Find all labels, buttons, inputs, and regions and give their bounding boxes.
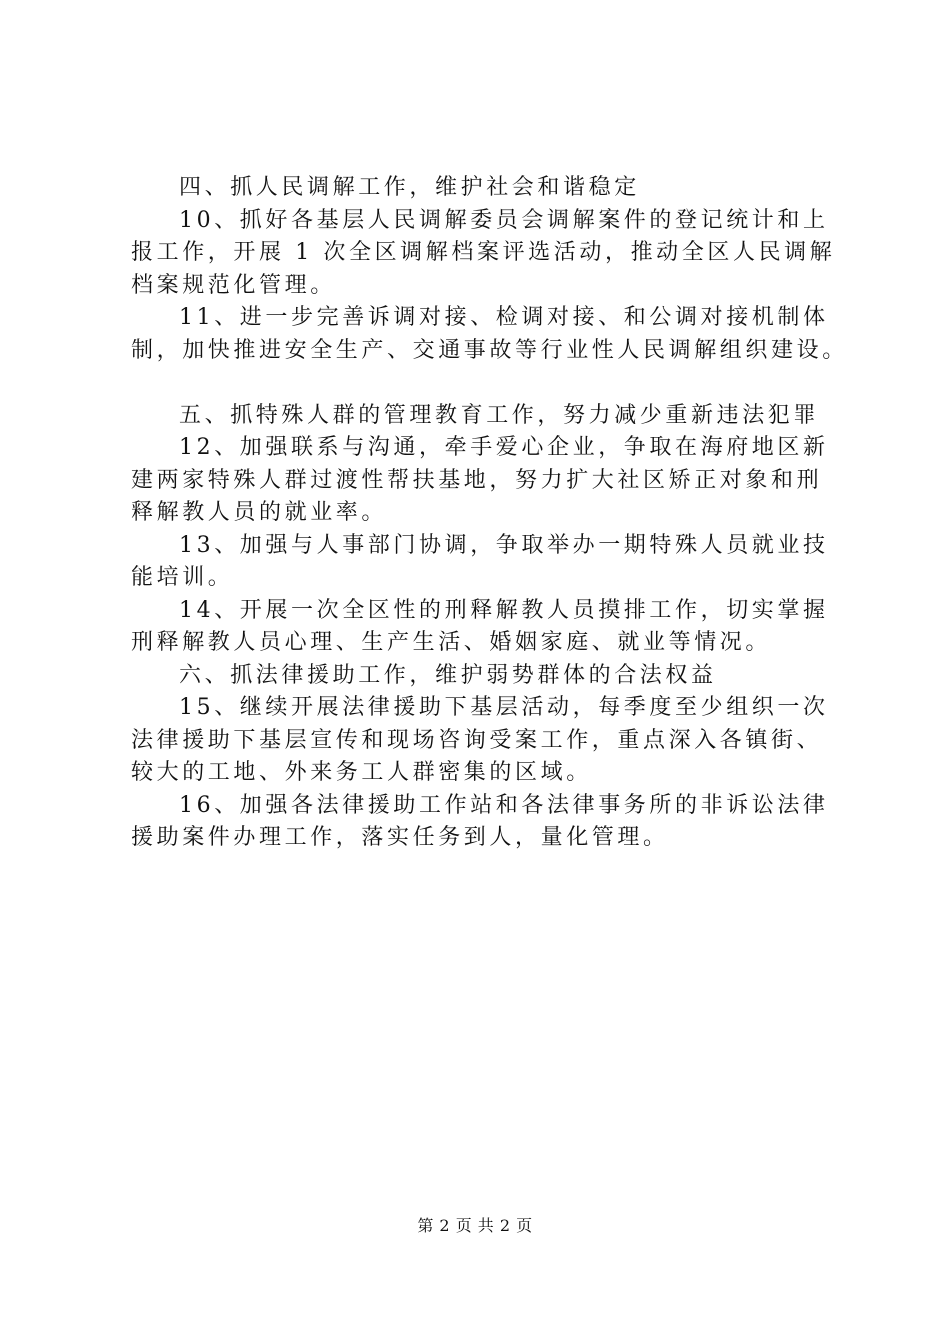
section-heading-4: 四、抓人民调解工作，维护社会和谐稳定 [179, 175, 640, 200]
paragraph-line: 档案规范化管理。 [131, 272, 336, 298]
paragraph-line: 制，加快推进安全生产、交通事故等行业性人民调解组织建设。 [131, 337, 848, 363]
paragraph-line: 刑释解教人员心理、生产生活、婚姻家庭、就业等情况。 [131, 630, 772, 655]
paragraph-line: 法律援助下基层宣传和现场咨询受案工作，重点深入各镇街、 [131, 727, 823, 753]
document-body [131, 172, 848, 855]
paragraph-line: 释解教人员的就业率。 [131, 500, 388, 525]
paragraph-line: 15、继续开展法律援助下基层活动，每季度至少组织一次 [179, 695, 829, 720]
paragraph-line: 较大的工地、外来务工人群密集的区域。 [131, 760, 592, 785]
paragraph-line: 11、进一步完善诉调对接、检调对接、和公调对接机制体 [179, 305, 829, 330]
section-heading-6: 六、抓法律援助工作，维护弱势群体的合法权益 [179, 662, 717, 688]
paragraph-line: 援助案件办理工作，落实任务到人，量化管理。 [131, 825, 669, 850]
page-number-footer: 第 2 页 共 2 页 [417, 1216, 533, 1235]
paragraph-line: 建两家特殊人群过渡性帮扶基地，努力扩大社区矫正对象和刑 [131, 467, 823, 493]
paragraph-line: 16、加强各法律援助工作站和各法律事务所的非诉讼法律 [179, 792, 829, 818]
paragraph-line: 报工作，开展 1 次全区调解档案评选活动，推动全区人民调解 [131, 240, 836, 265]
section-heading-5: 五、抓特殊人群的管理教育工作，努力减少重新违法犯罪 [179, 402, 820, 428]
paragraph-line: 14、开展一次全区性的刑释解教人员摸排工作，切实掌握 [179, 597, 829, 623]
paragraph-line: 12、加强联系与沟通，牵手爱心企业，争取在海府地区新 [179, 435, 829, 460]
paragraph-line: 10、抓好各基层人民调解委员会调解案件的登记统计和上 [179, 207, 829, 233]
paragraph-line: 13、加强与人事部门协调，争取举办一期特殊人员就业技 [179, 532, 829, 558]
paragraph-line: 能培训。 [131, 565, 234, 590]
paragraph-gap [131, 367, 831, 400]
